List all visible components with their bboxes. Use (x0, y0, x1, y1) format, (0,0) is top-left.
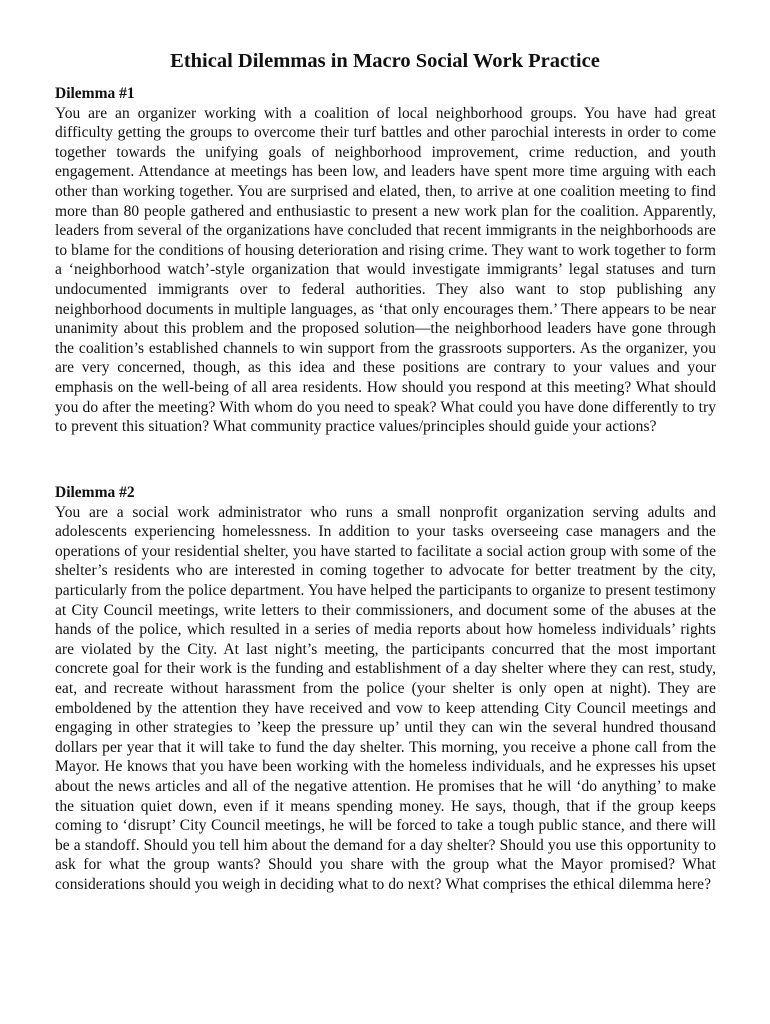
dilemma-heading: Dilemma #2 (55, 484, 135, 501)
dilemma-text: You are an organizer working with a coalition of local neighborhood groups. You have had great difficulty getting the groups to overcome their turf battles and other parochial interests in order to come together towards the unifying goals of neighborhood improvement, crime reduction, and youth engagement. Attendance at meetings has been low, and leaders have spent more time arguing with each other than working together. You are surprised and elated, then, to arrive at one coalition meeting to find more than 80 people gathered and enthusiastic to present a new work plan for the coalition. Apparently, leaders from several of the organizations have concluded that recent immigrants in the neighborhoods are to blame for the conditions of housing deterioration and rising crime. They want to work together to form a ‘neighborhood watch’-style organization that would investigate immigrants’ legal statuses and turn undocumented immigrants over to federal authorities. They also want to stop publishing any neighborhood documents in multiple languages, as ‘that only encourages them.’ There appears to be near unanimity about this problem and the proposed solution—the neighborhood leaders have gone through the coalition’s established channels to win support from the grassroots supporters. As the organizer, you are very concerned, though, as this idea and these positions are contrary to your values and your emphasis on the well-being of all area residents. How should you respond at this meeting? What should you do after the meeting? With whom do you need to speak? What could you have done differently to try to prevent this situation? What community practice values/principles should guide your actions? (55, 104, 716, 436)
dilemma-section-2 (55, 483, 716, 894)
dilemma-heading: Dilemma #1 (55, 85, 135, 102)
page-title: Ethical Dilemmas in Macro Social Work Practice (170, 50, 600, 72)
dilemma-text: You are a social work administrator who runs a small nonprofit organization serving adults and adolescents experiencing homelessness. In addition to your tasks overseeing case managers and the operations of your residential shelter, you have started to facilitate a social action group with some of the shelter’s residents who are interested in coming together to advocate for better treatment by the city, particularly from the police department. You have helped the participants to organize to present testimony at City Council meetings, write letters to their commissioners, and document some of the abuses at the hands of the police, which resulted in a series of media reports about how homeless individuals’ rights are violated by the City. At last night’s meeting, the participants concurred that the most important concrete goal for their work is the funding and establishment of a day shelter where they can rest, study, eat, and recreate without harassment from the police (your shelter is only open at night). They are emboldened by the attention they have received and vow to keep attending City Council meetings and engaging in other strategies to ’keep the pressure up’ until they can win the several hundred thousand dollars per year that it will take to fund the day shelter. This morning, you receive a phone call from the Mayor. He knows that you have been working with the homeless individuals, and he expresses his upset about the news articles and all of the negative attention. He promises that he will ‘do anything’ to make the situation quiet down, even if it means spending money. He says, though, that if the group keeps coming to ‘disrupt’ City Council meetings, he will be forced to take a tough public stance, and there will be a standoff. Should you tell him about the demand for a day shelter? Should you use this opportunity to ask for what the group wants? Should you share with the group what the Mayor promised? What considerations should you weigh in deciding what to do next? What comprises the ethical dilemma here? (55, 503, 716, 893)
dilemma-section-1 (55, 84, 716, 437)
